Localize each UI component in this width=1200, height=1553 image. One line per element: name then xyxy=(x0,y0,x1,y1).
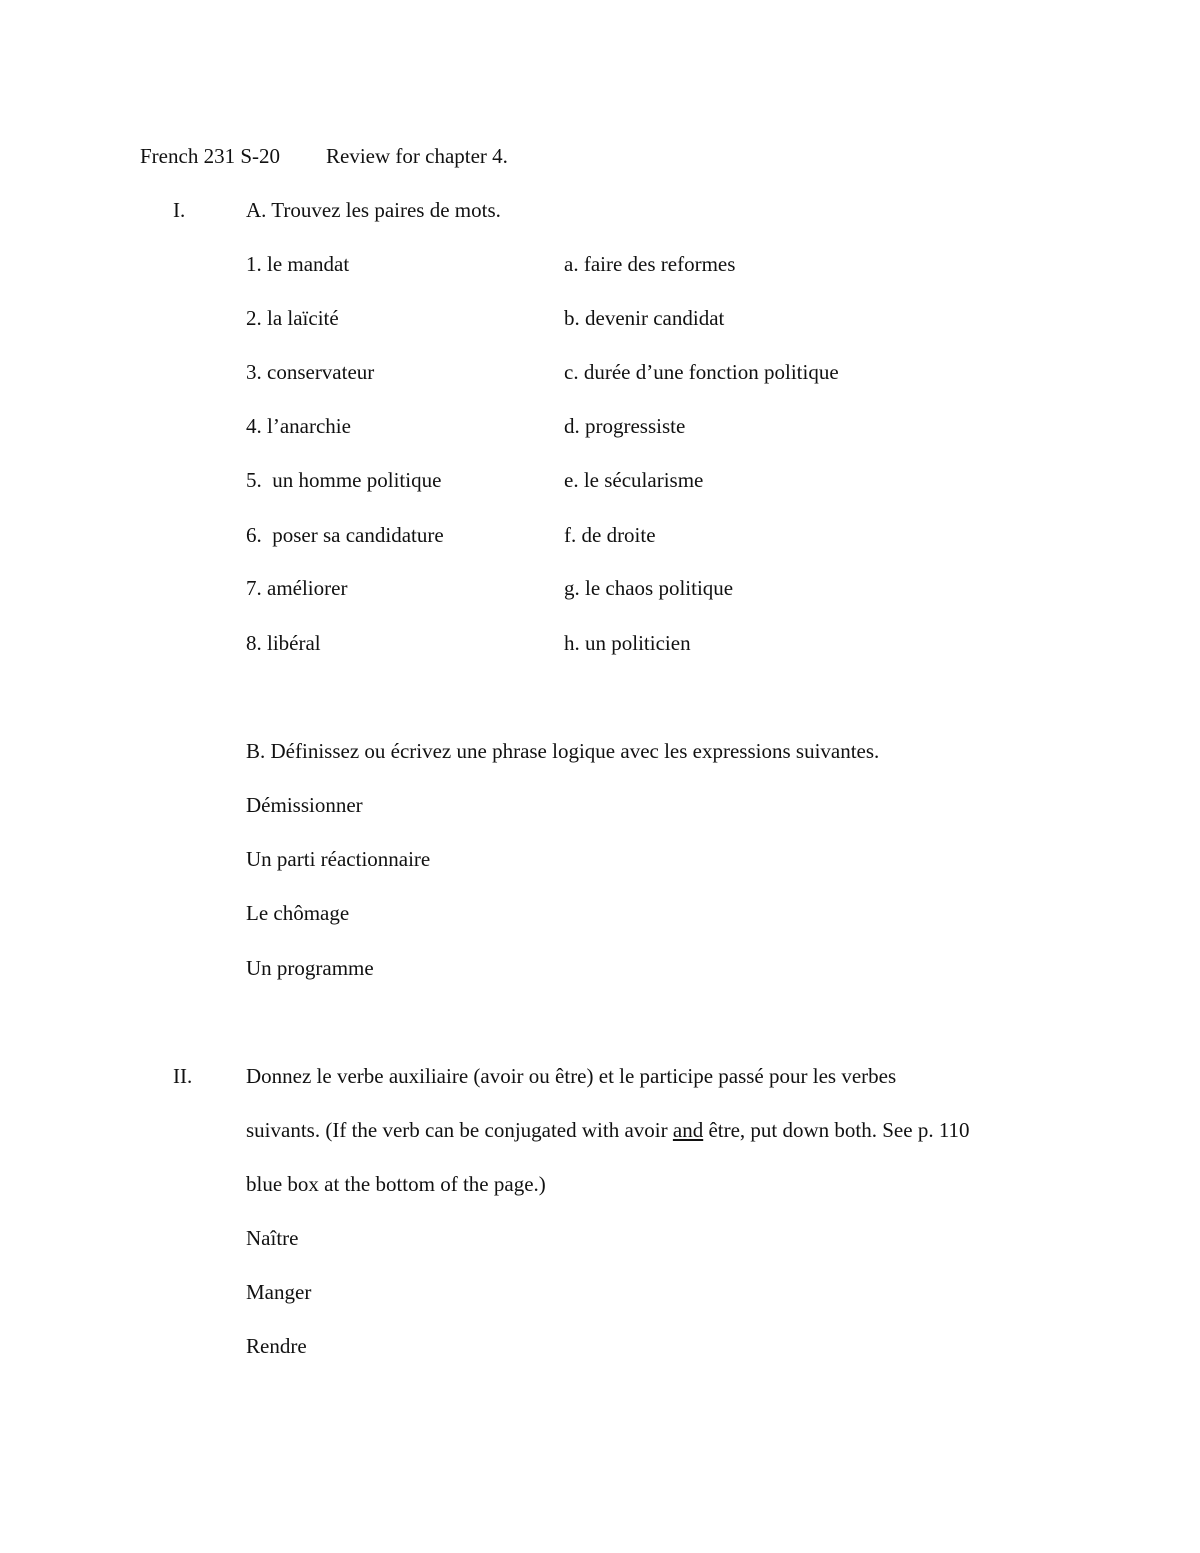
underlined-word: and xyxy=(672,1118,704,1142)
section-2-numeral: II. xyxy=(173,1064,193,1088)
list-item: h. un politicien xyxy=(564,631,691,655)
list-item: e. le sécularisme xyxy=(564,468,704,492)
list-item: g. le chaos politique xyxy=(564,576,734,600)
list-item: Démissionner xyxy=(246,793,363,817)
list-item: Un parti réactionnaire xyxy=(246,847,431,871)
section-2-instruction-line-3: blue box at the bottom of the page.) xyxy=(246,1172,546,1196)
part-b-instruction: B. Définissez ou écrivez une phrase logique avec les expressions suivantes. xyxy=(246,739,880,763)
list-item: Le chômage xyxy=(246,901,350,925)
list-item: b. devenir candidat xyxy=(564,306,725,330)
list-item: a. faire des reformes xyxy=(564,252,736,276)
instruction-text: être, put down both. See p. 110 xyxy=(703,1118,970,1142)
header-title: Review for chapter 4. xyxy=(326,144,508,168)
list-item: 5. un homme politique xyxy=(246,468,442,492)
list-item: 3. conservateur xyxy=(246,360,375,384)
list-item: 1. le mandat xyxy=(246,252,350,276)
section-2-instruction-line-1: Donnez le verbe auxiliaire (avoir ou être) et le participe passé pour les verbes xyxy=(246,1064,897,1088)
list-item: Naître xyxy=(246,1226,299,1250)
list-item: 8. libéral xyxy=(246,631,321,655)
list-item: Rendre xyxy=(246,1334,307,1358)
list-item: 7. améliorer xyxy=(246,576,348,600)
header-course: French 231 S-20 xyxy=(140,144,280,168)
list-item: 6. poser sa candidature xyxy=(246,523,444,547)
section-1-numeral: I. xyxy=(173,198,186,222)
list-item: 2. la laïcité xyxy=(246,306,339,330)
part-a-instruction: A. Trouvez les paires de mots. xyxy=(246,198,501,222)
list-item: Manger xyxy=(246,1280,312,1304)
section-2-instruction-line-2 xyxy=(246,1120,970,1141)
list-item: c. durée d’une fonction politique xyxy=(564,360,839,384)
list-item: f. de droite xyxy=(564,523,656,547)
list-item: 4. l’anarchie xyxy=(246,414,351,438)
list-item: Un programme xyxy=(246,956,374,980)
instruction-text: suivants. (If the verb can be conjugated with avoir xyxy=(246,1118,673,1142)
list-item: d. progressiste xyxy=(564,414,686,438)
